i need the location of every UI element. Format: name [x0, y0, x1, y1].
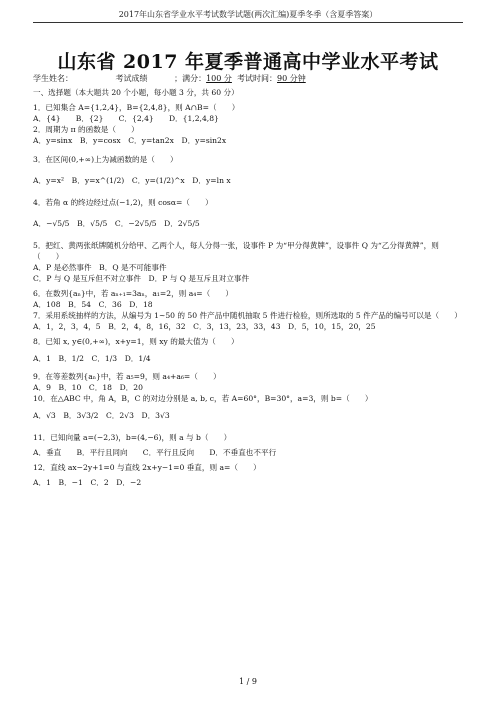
full-score-value: 100 分 [206, 74, 232, 83]
question-12-options: A．1 B．−1 C．2 D．−2 [33, 478, 142, 487]
question-8-options: A．1 B．1/2 C．1/3 D．1/4 [33, 354, 151, 363]
running-header: 2017年山东省学业水平考试数学试题(两次汇编)夏季冬季（含夏季答案） [118, 10, 378, 19]
question-3-options: A．y=x² B．y=x^(1/2) C．y=(1/2)^x D．y=ln x [33, 176, 231, 185]
header-rule [33, 22, 463, 23]
question-10-options: A．√3 B．3√3/2 C．2√3 D．3√3 [33, 411, 170, 420]
question-5-options-ab: A．P 是必然事件 B．Q 是不可能事件 [33, 263, 167, 272]
question-6-options: A．108 B．54 C．36 D．18 [33, 300, 153, 309]
exam-title: 山东省 2017 年夏季普通高中学业水平考试 [57, 51, 439, 73]
question-content [33, 87, 463, 488]
exam-time-label: 考试时间： [237, 74, 277, 83]
exam-time-value: 90 分钟 [277, 74, 306, 83]
section-heading: 一、选择题（本大题共 20 个小题，每小题 3 分，共 60 分） [33, 88, 239, 97]
question-11: 11．已知向量 a=(−2,3)，b=(4,−6)，则 a 与 b（ ） [33, 433, 232, 442]
question-5-options-cd: C．P 与 Q 是互斥但不对立事件 D．P 与 Q 是互斥且对立事件 [33, 274, 250, 283]
question-2: 2．周期为 π 的函数是（ ） [33, 125, 139, 134]
question-2-options: A．y=sinx B．y=cosx C．y=tan2x D．y=sin2x [33, 136, 227, 145]
question-10: 10．在△ABC 中，角 A，B，C 的对边分别是 a, b, c，若 A=60°，B=30°，a=3，则 b=（ ） [33, 394, 373, 403]
student-info-line [33, 73, 306, 84]
question-9: 9．在等差数列{aₙ}中，若 a₅=9，则 a₄+a₆=（ ） [33, 372, 221, 381]
question-4-options: A．−√5/5 B．√5/5 C．−2√5/5 D．2√5/5 [33, 219, 200, 228]
question-1-options: A．{4} B．{2} C．{2,4} D．{1,2,4,8} [33, 114, 219, 123]
question-9-options: A．9 B．10 C．18 D．20 [33, 383, 143, 392]
question-4: 4．若角 α 的终边经过点(−1,2)，则 cosα=（ ） [33, 198, 213, 207]
score-label: 考试成绩 [115, 74, 148, 83]
question-3: 3．在区间(0,+∞)上为减函数的是（ ） [33, 155, 178, 164]
question-12: 12．直线 ax−2y+1=0 与直线 2x+y−1=0 垂直，则 a=（ ） [33, 463, 261, 472]
question-8: 8．已知 x, y∈(0,+∞)，x+y=1，则 xy 的最大值为（ ） [33, 337, 239, 346]
question-7-options: A．1，2，3，4，5 B．2，4，8，16，32 C．3，13，23，33，43 D．5，10，15，20，25 [33, 322, 376, 331]
question-7: 7．采用系统抽样的方法，从编号为 1~50 的 50 件产品中随机抽取 5 件进行检验，则所选取的 5 件产品的编号可以是（ ） [33, 311, 462, 320]
question-11-options: A．垂直 B．平行且同向 C．平行且反向 D．不垂直也不平行 [33, 448, 277, 457]
question-5: 5．把红、黄两张纸牌随机分给甲、乙两个人，每人分得一张，设事件 P 为“甲分得黄牌”，设事件 Q 为“乙分得黄牌”，则（ ） [33, 241, 439, 261]
question-6: 6．在数列{aₙ}中，若 aₙ₊₁=3aₙ，a₁=2，则 a₄=（ ） [33, 289, 234, 298]
student-name-label: 学生姓名： [33, 74, 73, 83]
page-number: 1 / 9 [239, 677, 257, 686]
question-1: 1．已知集合 A={1,2,4}，B={2,4,8}，则 A∩B=（ ） [33, 103, 240, 112]
full-score-label: ；满分： [174, 74, 207, 83]
